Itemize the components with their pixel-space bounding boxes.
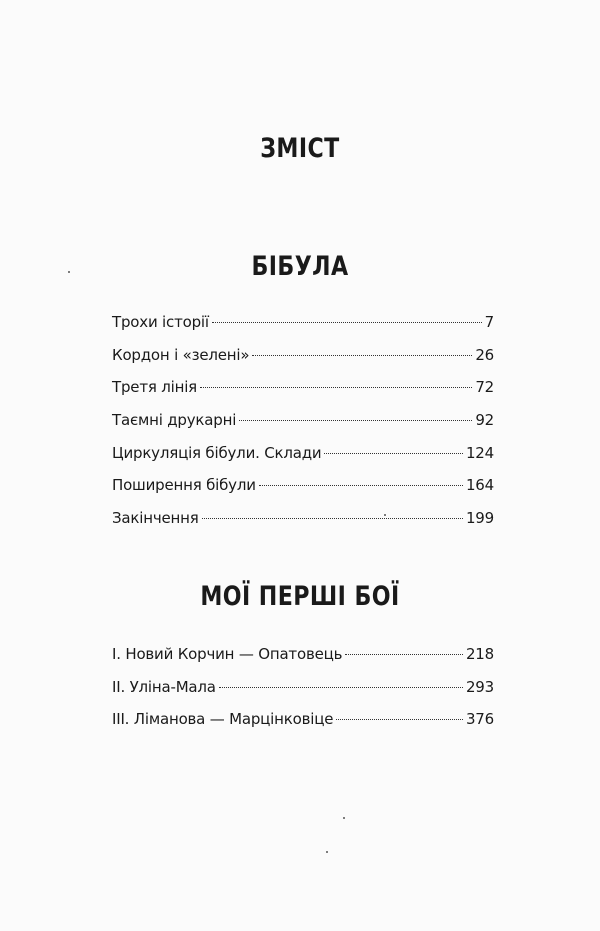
scan-speck	[384, 514, 386, 516]
scan-speck	[326, 851, 328, 853]
dot-leader	[219, 687, 463, 688]
toc-entry-title: Третя лінія	[112, 378, 197, 397]
toc-entry-title: ІІ. Уліна-Мала	[112, 677, 216, 696]
toc-entry-page: 7	[484, 313, 494, 331]
toc-entry[interactable]	[112, 313, 494, 346]
scan-speck	[343, 817, 345, 819]
toc-entry[interactable]	[112, 678, 494, 711]
toc-entry[interactable]	[112, 378, 494, 411]
toc-entry-title: Поширення бібули	[112, 476, 256, 495]
dot-leader	[212, 322, 482, 323]
toc-section-list	[112, 645, 494, 743]
toc-entry[interactable]	[112, 476, 494, 509]
toc-entry-title: Закінчення	[112, 509, 199, 528]
dot-leader	[259, 485, 463, 486]
toc-entry-page: 199	[465, 509, 494, 528]
toc-section-list	[112, 313, 494, 542]
toc-entry-page: 293	[465, 677, 494, 696]
toc-entry-title: Циркуляція бібули. Склади	[112, 443, 322, 462]
toc-entry-page: 218	[465, 645, 494, 663]
dot-leader	[324, 453, 462, 454]
toc-entry-title: Таємні друкарні	[112, 411, 237, 430]
toc-entry[interactable]	[112, 444, 494, 477]
page-title: ЗМІСТ	[260, 133, 340, 164]
toc-entry-page: 376	[465, 710, 494, 729]
toc-entry[interactable]	[112, 346, 494, 379]
toc-entry-title: ІІІ. Ліманова — Марцінковіце	[112, 710, 334, 729]
toc-entry-page: 72	[475, 378, 494, 397]
dot-leader	[200, 387, 472, 388]
toc-entry-title: Кордон і «зелені»	[112, 345, 250, 364]
dot-leader	[239, 420, 472, 421]
toc-entry-page: 124	[465, 443, 494, 462]
toc-entry-page: 92	[475, 411, 494, 430]
dot-leader	[345, 654, 463, 655]
dot-leader	[336, 719, 463, 720]
dot-leader	[202, 518, 463, 519]
toc-entry-title: І. Новий Корчин — Опатовець	[112, 645, 343, 663]
dot-leader	[252, 355, 472, 356]
toc-entry-page: 26	[475, 345, 494, 364]
toc-entry[interactable]	[112, 645, 494, 678]
toc-entry[interactable]	[112, 509, 494, 542]
toc-entry[interactable]	[112, 710, 494, 743]
toc-entry-page: 164	[465, 476, 494, 495]
section-title: МОЇ ПЕРШІ БОЇ	[200, 581, 400, 612]
toc-entry[interactable]	[112, 411, 494, 444]
scan-speck	[68, 271, 70, 273]
section-title: БІБУЛА	[251, 251, 349, 282]
toc-entry-title: Трохи історії	[112, 313, 209, 331]
